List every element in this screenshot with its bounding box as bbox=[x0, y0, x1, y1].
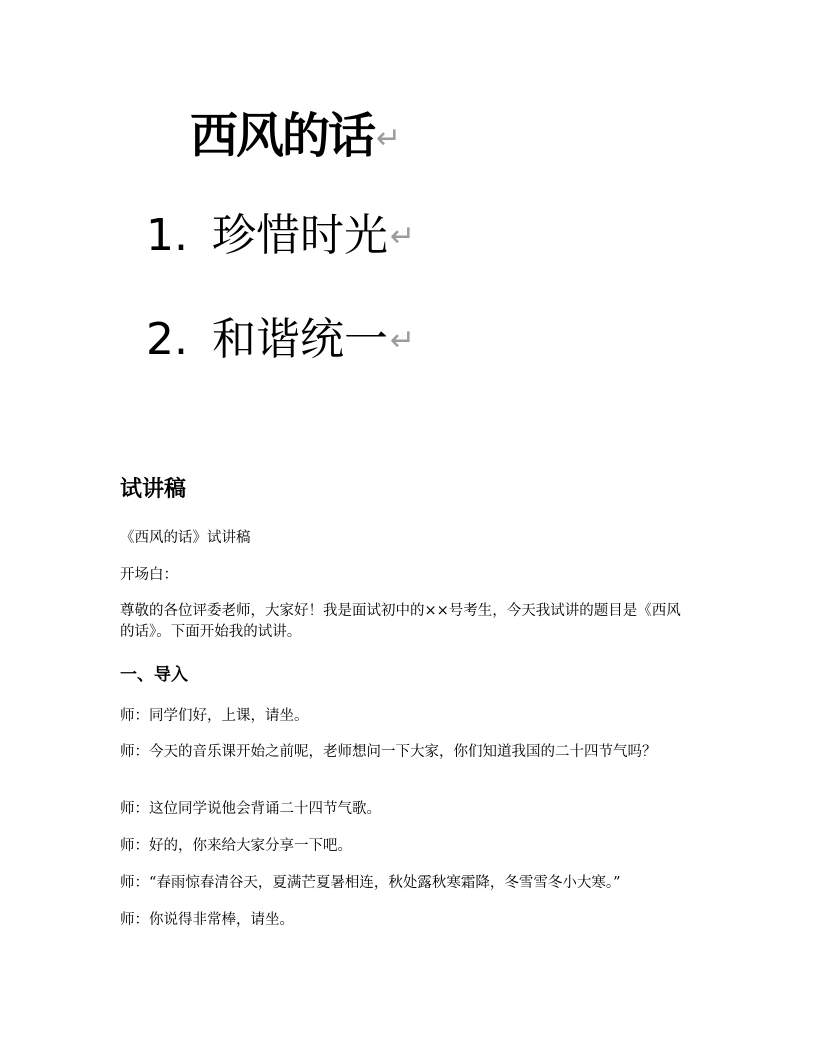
opening-label: 开场白： bbox=[120, 567, 178, 583]
board-item-text: 珍惜时光 bbox=[212, 210, 388, 261]
board-item-text: 和谐统一 bbox=[212, 314, 388, 365]
paragraph-return-icon: ↵ bbox=[376, 121, 400, 156]
dialogue-line: 师：好的，你来给大家分享一下吧。 bbox=[120, 838, 352, 854]
document-subtitle: 《西风的话》试讲稿 bbox=[120, 530, 251, 546]
document-heading: 试讲稿 bbox=[120, 476, 187, 502]
board-item-number: 1. bbox=[146, 210, 188, 261]
section-heading-intro: 一、导入 bbox=[120, 665, 188, 685]
dialogue-line: 师：你说得非常棒，请坐。 bbox=[120, 912, 294, 928]
paragraph-return-icon: ↵ bbox=[390, 323, 416, 358]
dialogue-line: 师：今天的音乐课开始之前呢，老师想问一下大家，你们知道我国的二十四节气吗？ bbox=[120, 744, 657, 760]
paragraph-return-icon: ↵ bbox=[390, 219, 416, 254]
board-item-1 bbox=[146, 208, 415, 265]
dialogue-line: 师：同学们好，上课，请坐。 bbox=[120, 708, 309, 724]
board-title-text: 西风的话 bbox=[190, 108, 375, 164]
board-item-number: 2. bbox=[146, 314, 188, 365]
dialogue-line: 师：“春雨惊春清谷天，夏满芒夏暑相连，秋处露秋寒霜降，冬雪雪冬小大寒。” bbox=[120, 875, 621, 891]
board-item-2 bbox=[146, 312, 415, 369]
dialogue-line: 师：这位同学说他会背诵二十四节气歌。 bbox=[120, 801, 381, 817]
opening-paragraph: 尊敬的各位评委老师，大家好！我是面试初中的××号考生，今天我试讲的题目是《西风的话》。下面开始我的试讲。 bbox=[120, 603, 681, 640]
board-title bbox=[190, 106, 399, 169]
